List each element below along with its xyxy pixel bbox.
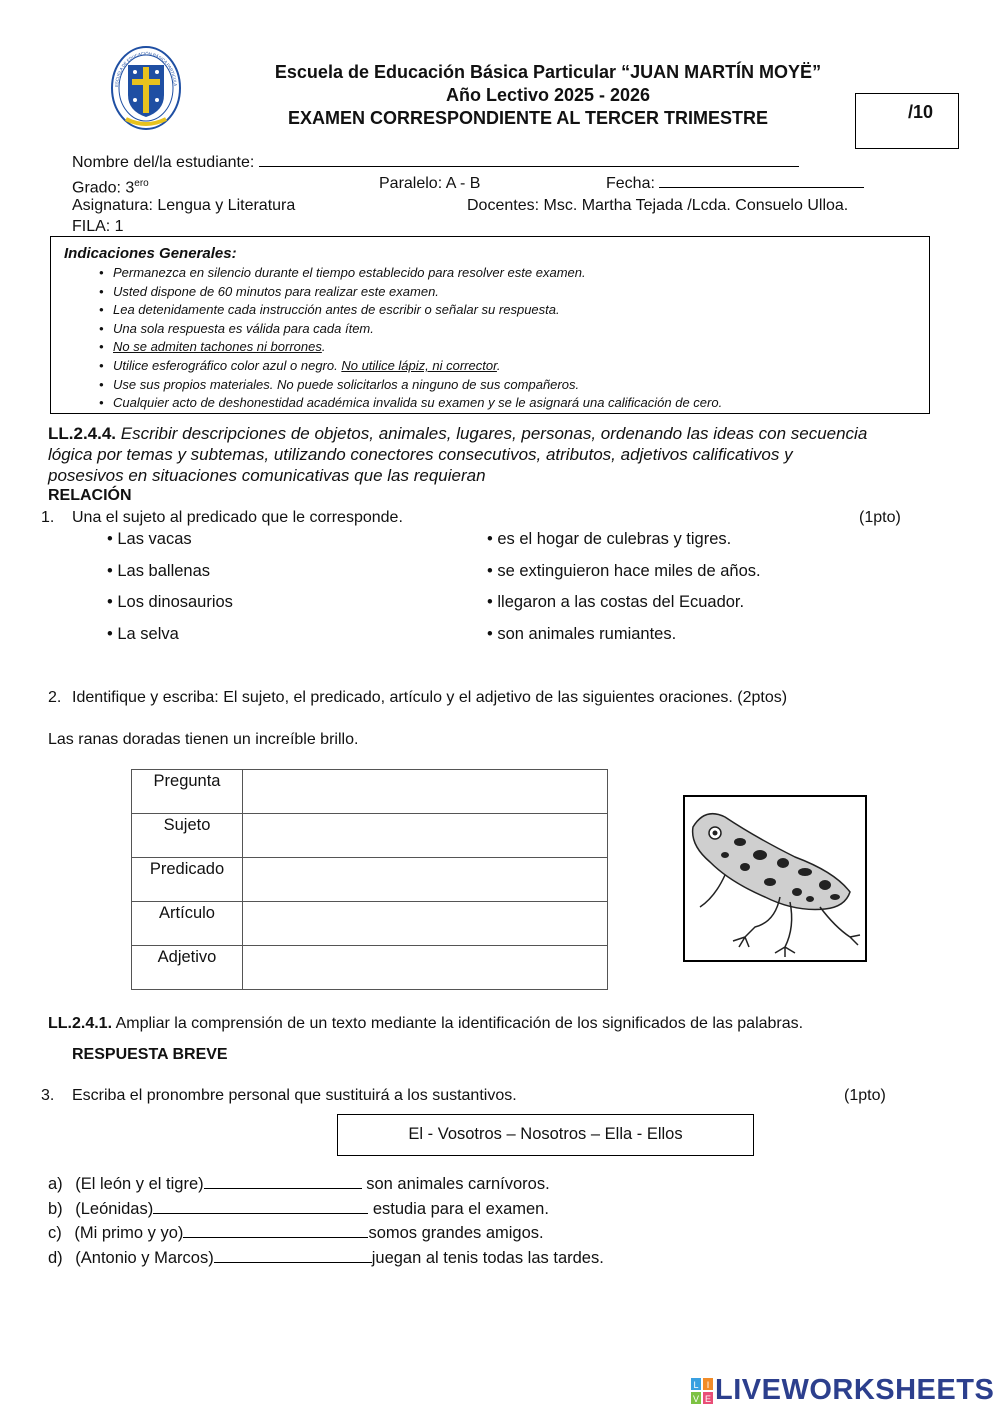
answer-cell[interactable] xyxy=(243,814,608,858)
q1-subject-item[interactable]: • Las ballenas xyxy=(107,562,211,580)
standard-ll241 xyxy=(48,1015,803,1033)
item-noun: (Leónidas) xyxy=(75,1200,154,1218)
indication-underlined: No se admiten tachones ni borrones xyxy=(113,339,322,355)
svg-text:V: V xyxy=(692,1394,700,1404)
date-field[interactable] xyxy=(659,173,864,188)
school-name: Escuela de Educación Básica Particular “JUAN MARTÍN MOYË” xyxy=(274,62,822,82)
liveworksheets-logo-icon xyxy=(691,1378,713,1404)
score-box xyxy=(855,93,959,149)
grade-sup: ero xyxy=(134,178,149,189)
answer-blank[interactable] xyxy=(183,1221,368,1238)
table-row-label: Pregunta xyxy=(132,770,243,814)
standard-code: LL.2.4.4. xyxy=(48,424,117,443)
item-rest: somos grandes amigos. xyxy=(368,1224,544,1242)
answer-blank[interactable] xyxy=(204,1172,362,1189)
q3-text: Escriba el pronombre personal que sustituirá a los sustantivos. xyxy=(72,1087,517,1104)
answer-blank[interactable] xyxy=(153,1197,368,1214)
q1-predicate-item[interactable]: • llegaron a las costas del Ecuador. xyxy=(487,593,745,611)
item-letter: c) xyxy=(48,1224,62,1242)
q3-item xyxy=(48,1197,549,1222)
school-year: Año Lectivo 2025 - 2026 xyxy=(445,85,651,105)
standard-ll244 xyxy=(48,423,948,486)
q1-subject-item[interactable]: • Las vacas xyxy=(107,530,192,548)
q3-item xyxy=(48,1172,550,1197)
indication-item xyxy=(99,338,722,357)
q2-sentence: Las ranas doradas tienen un increíble brillo. xyxy=(48,731,359,748)
subject-label: Asignatura: Lengua y Literatura xyxy=(72,197,296,214)
q3-number: 3. xyxy=(41,1087,55,1104)
item-rest: estudia para el examen. xyxy=(368,1200,549,1218)
svg-text:ESCUELA DE EDUCACIÓN BÁSICA PA: ESCUELA DE EDUCACIÓN BÁSICA PARTICULA xyxy=(113,50,179,88)
liveworksheets-brand: LIVEWORKSHEETS xyxy=(715,1374,995,1406)
section-respuesta-breve: RESPUESTA BREVE xyxy=(72,1046,228,1063)
q1-subject-item[interactable]: • La selva xyxy=(107,625,179,643)
answer-cell[interactable] xyxy=(243,858,608,902)
student-name-row xyxy=(72,152,799,173)
item-rest: son animales carnívoros. xyxy=(361,1175,550,1193)
standard-code: LL.2.4.1. xyxy=(48,1015,113,1032)
item-noun: (Antonio y Marcos) xyxy=(75,1249,214,1267)
answer-cell[interactable] xyxy=(243,946,608,990)
indication-underlined: No utilice lápiz, ni corrector xyxy=(341,357,497,373)
q1-predicate-item[interactable]: • es el hogar de culebras y tigres. xyxy=(487,530,732,548)
item-letter: d) xyxy=(48,1249,63,1267)
indication-end: . xyxy=(496,357,501,373)
item-letter: b) xyxy=(48,1200,63,1218)
frog-image xyxy=(683,795,867,962)
table-row-label: Predicado xyxy=(132,858,243,902)
answer-blank[interactable] xyxy=(214,1246,372,1263)
table-row xyxy=(132,946,608,990)
student-name-field[interactable] xyxy=(259,152,799,167)
item-noun: (El león y el tigre) xyxy=(75,1175,204,1193)
date-label: Fecha: xyxy=(606,175,655,192)
pronoun-options-box: El - Vosotros – Nosotros – Ella - Ellos xyxy=(337,1114,754,1156)
item-rest: juegan al tenis todas las tardes. xyxy=(371,1249,604,1267)
table-row xyxy=(132,814,608,858)
indications-title: Indicaciones Generales: xyxy=(64,245,237,262)
indication-item: • Una sola respuesta es válida para cada ítem. xyxy=(99,320,722,339)
svg-text:I: I xyxy=(706,1380,710,1390)
table-row xyxy=(132,858,608,902)
indication-item: • Cualquier acto de deshonestidad académica invalida su examen y se le asignará una calificación de cero. xyxy=(99,394,722,413)
q3-points: (1pto) xyxy=(844,1087,886,1104)
answer-cell[interactable] xyxy=(243,770,608,814)
indication-item: • Usted dispone de 60 minutos para realizar este examen. xyxy=(99,283,722,302)
q3-item xyxy=(48,1221,544,1246)
school-seal xyxy=(110,45,182,131)
section-relacion: RELACIÓN xyxy=(48,487,132,504)
q1-points: (1pto) xyxy=(859,509,901,526)
indications-list xyxy=(99,264,722,413)
q2-text: Identifique y escriba: El sujeto, el predicado, artículo y el adjetivo de las siguientes oraciones. (2ptos) xyxy=(72,689,788,706)
svg-text:L: L xyxy=(693,1380,699,1390)
table-row-label: Adjetivo xyxy=(132,946,243,990)
svg-text:E: E xyxy=(704,1394,712,1404)
indication-item xyxy=(99,357,722,376)
liveworksheets-logo xyxy=(691,1374,995,1406)
item-noun: (Mi primo y yo) xyxy=(74,1224,184,1242)
q2-number: 2. xyxy=(48,689,62,706)
indication-item: • Lea detenidamente cada instrucción antes de escribir o señalar su respuesta. xyxy=(99,301,722,320)
exam-title: EXAMEN CORRESPONDIENTE AL TERCER TRIMESTRE xyxy=(287,108,769,128)
q1-text: Una el sujeto al predicado que le corresponde. xyxy=(72,509,403,526)
indication-item: • Use sus propios materiales. No puede solicitarlos a ninguno de sus compañeros. xyxy=(99,376,722,395)
table-row xyxy=(132,902,608,946)
student-name-label: Nombre del/la estudiante: xyxy=(72,154,255,171)
score-label: /10 xyxy=(908,102,934,122)
indication-item: • Permanezca en silencio durante el tiempo establecido para resolver este examen. xyxy=(99,264,722,283)
q1-predicate-item[interactable]: • son animales rumiantes. xyxy=(487,625,677,643)
indication-text: Utilice esferográfico color azul o negro. xyxy=(113,357,342,373)
table-row-label: Sujeto xyxy=(132,814,243,858)
table-row-label: Artículo xyxy=(132,902,243,946)
date-row xyxy=(606,173,864,194)
row-label: FILA: 1 xyxy=(72,218,124,235)
table-row xyxy=(132,770,608,814)
q1-predicate-item[interactable]: • se extinguieron hace miles de años. xyxy=(487,562,761,580)
q1-subject-item[interactable]: • Los dinosaurios xyxy=(107,593,233,611)
parallel-label: Paralelo: A - B xyxy=(379,175,481,192)
teachers-label: Docentes: Msc. Martha Tejada /Lcda. Consuelo Ulloa. xyxy=(467,197,849,214)
item-letter: a) xyxy=(48,1175,63,1193)
standard-text-line: lógica por temas y subtemas, utilizando conectores consecutivos, atributos, adjetivos calificativos y xyxy=(48,445,793,464)
q2-answer-table xyxy=(131,769,608,990)
q1-number: 1. xyxy=(41,509,55,526)
q3-item xyxy=(48,1246,604,1271)
answer-cell[interactable] xyxy=(243,902,608,946)
standard-text-line: posesivos en situaciones comunicativas que las requieran xyxy=(48,466,486,485)
grade-label: Grado: 3 xyxy=(72,179,135,197)
indication-end: . xyxy=(321,339,326,355)
general-indications-box xyxy=(50,236,930,414)
standard-text: Ampliar la comprensión de un texto mediante la identificación de los significados de las palabras. xyxy=(112,1015,804,1032)
standard-text: Escribir descripciones de objetos, animales, lugares, personas, ordenando las ideas con secuencia xyxy=(116,424,868,443)
